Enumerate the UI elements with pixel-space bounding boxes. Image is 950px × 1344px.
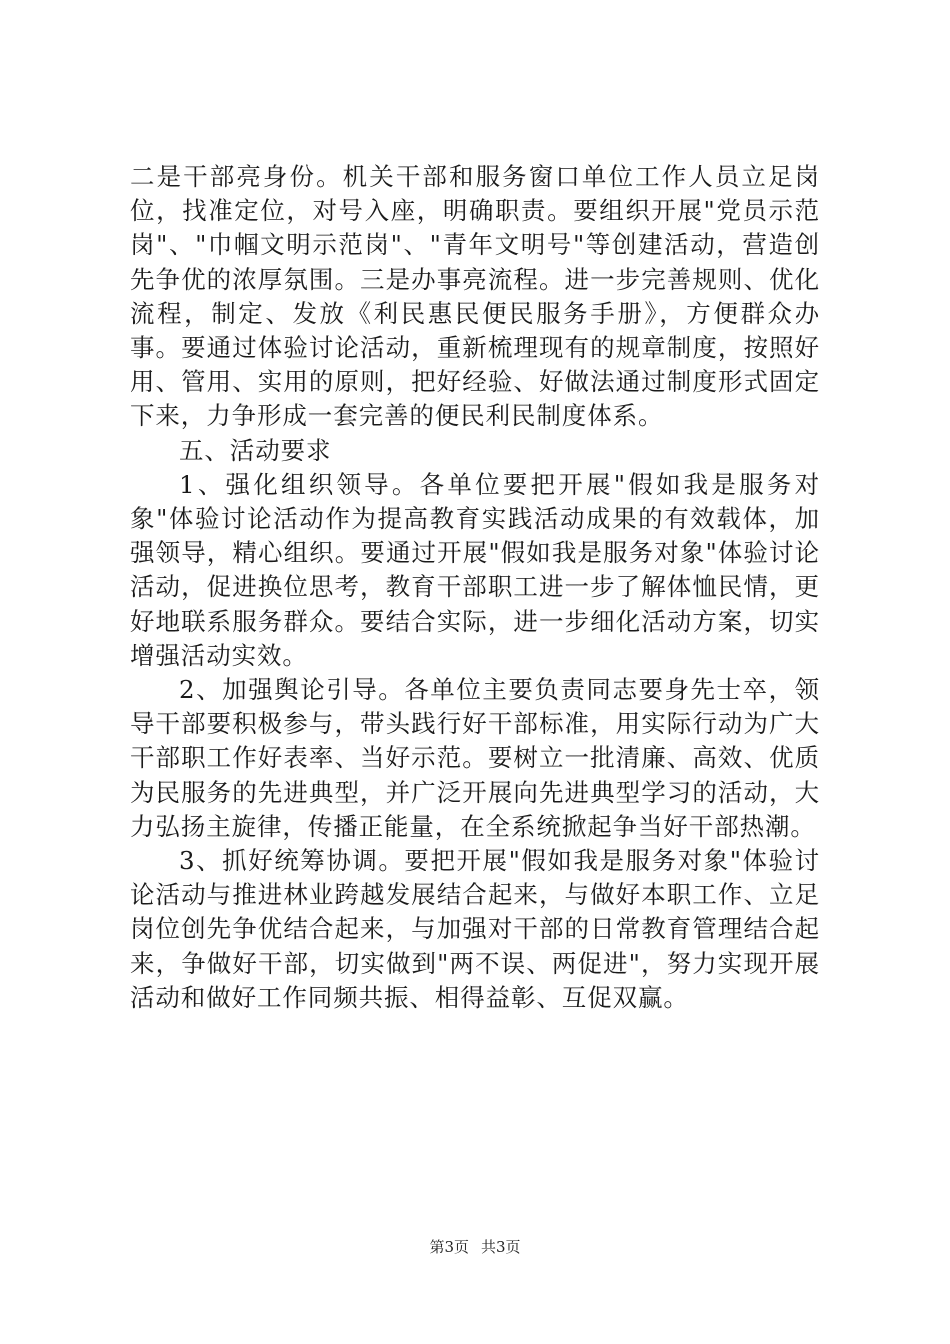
document-body xyxy=(130,160,820,1015)
page-footer xyxy=(0,1237,950,1257)
requirement-leadership: 1、强化组织领导。各单位要把开展"假如我是服务对象"体验讨论活动作为提高教育实践活动成果的有效载体，加强领导，精心组织。要通过开展"假如我是服务对象"体验讨论活动，促进换位思考，教育干部职工进一步了解体恤民情，更好地联系服务群众。要结合实际，进一步细化活动方案，切实增强活动实效。 xyxy=(130,469,820,670)
requirement-coordination: 3、抓好统筹协调。要把开展"假如我是服务对象"体验讨论活动与推进林业跨越发展结合起来，与做好本职工作、立足岗位创先争优结合起来，与加强对干部的日常教育管理结合起来，争做好干部，切实做到"两不误、两促进"，努力实现开展活动和做好工作同频共振、相得益彰、互促双赢。 xyxy=(130,846,820,1012)
page-total: 共3页 xyxy=(481,1238,521,1256)
requirement-public-opinion: 2、加强舆论引导。各单位主要负责同志要身先士卒，领导干部要积极参与，带头践行好干部标准，用实际行动为广大干部职工作好表率、当好示范。要树立一批清廉、高效、优质为民服务的先进典型，并广泛开展向先进典型学习的活动，大力弘扬主旋律，传播正能量，在全系统掀起争当好干部热潮。 xyxy=(130,675,820,841)
page-number: 第3页 xyxy=(429,1238,469,1256)
paragraph-duty-and-process: 二是干部亮身份。机关干部和服务窗口单位工作人员立足岗位，找准定位，对号入座，明确职责。要组织开展"党员示范岗"、"巾帼文明示范岗"、"青年文明号"等创建活动，营造创先争优的浓厚氛围。三是办事亮流程。进一步完善规则、优化流程，制定、发放《利民惠民便民服务手册》，方便群众办事。要通过体验讨论活动，重新梳理现有的规章制度，按照好用、管用、实用的原则，把好经验、好做法通过制度形式固定下来，力争形成一套完善的便民利民制度体系。 xyxy=(130,162,820,431)
section-heading-requirements: 五、活动要求 xyxy=(179,435,332,465)
